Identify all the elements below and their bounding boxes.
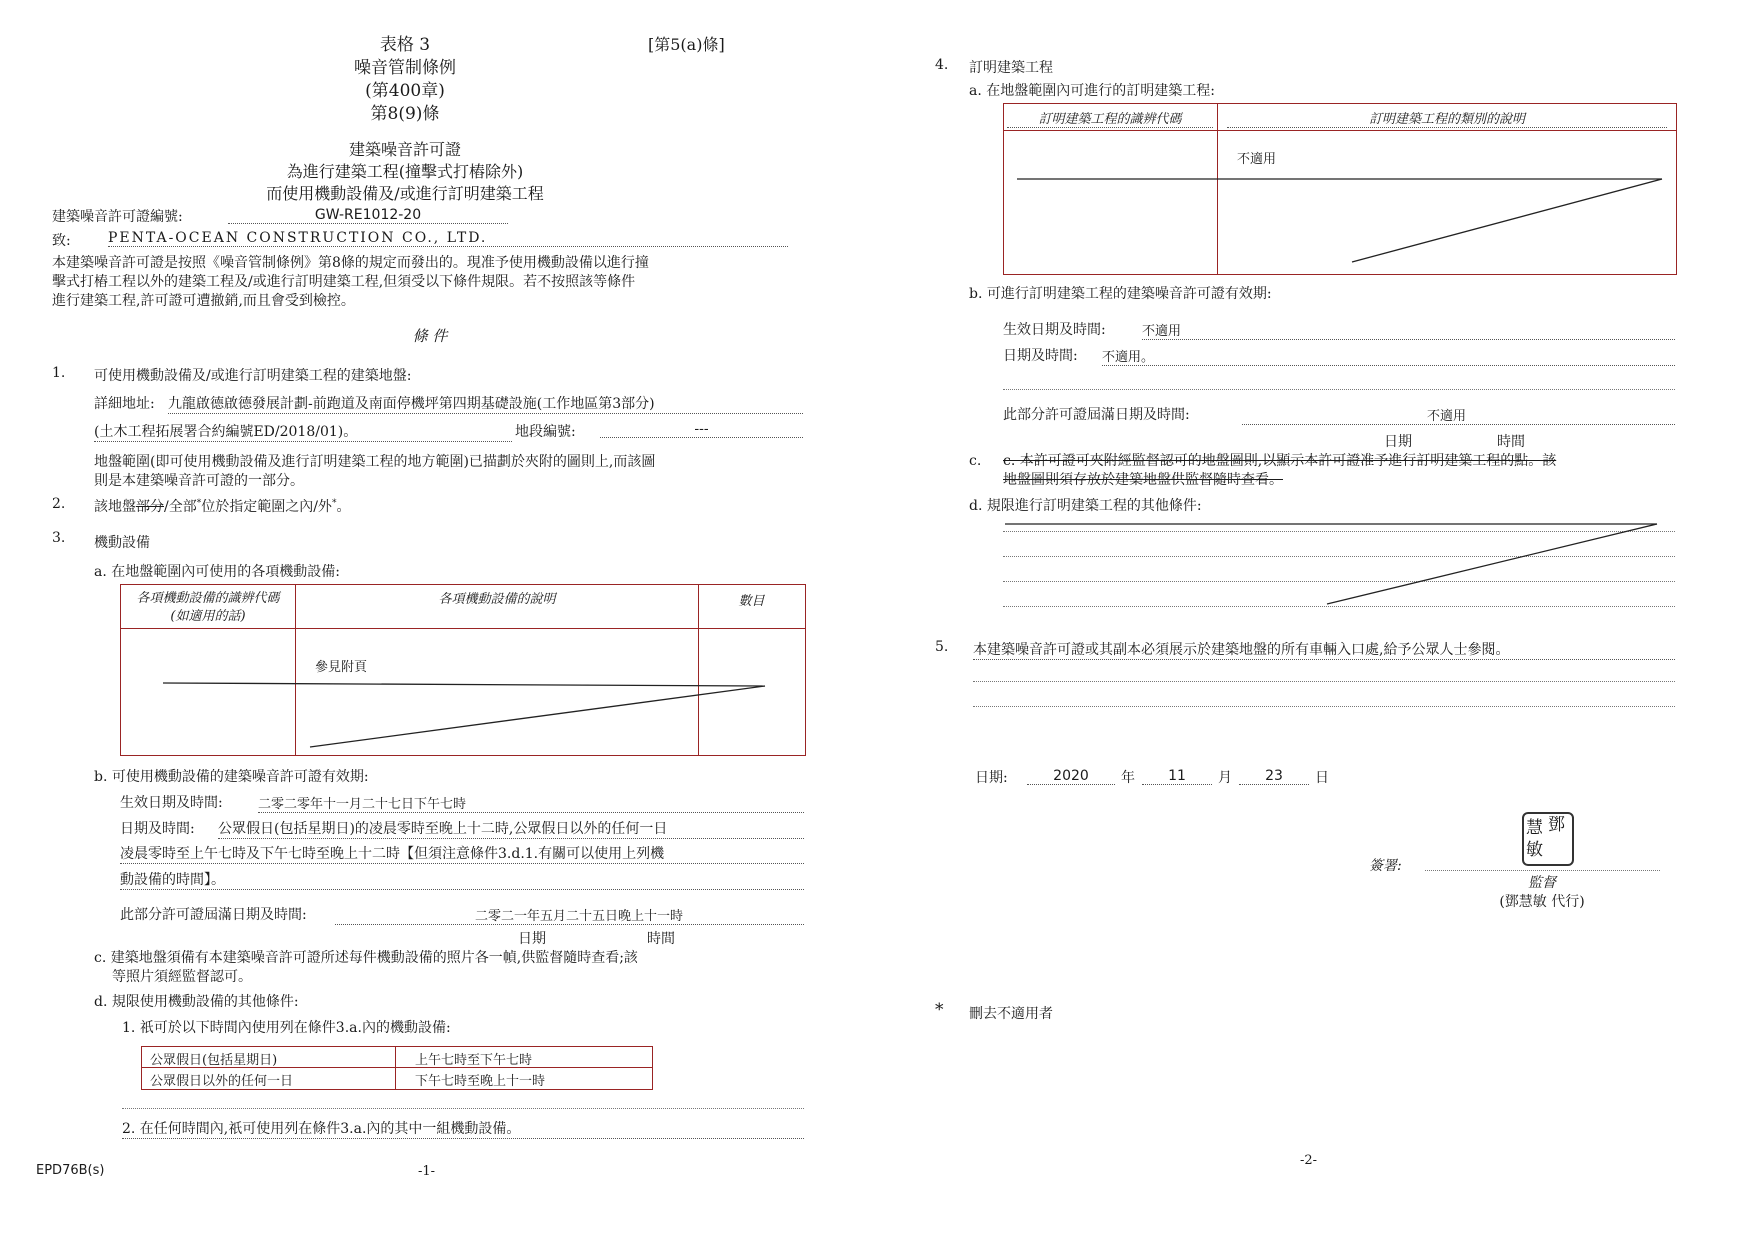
condition-3-title: 機動設備 — [94, 535, 150, 551]
condition-2-number: 2. — [52, 496, 66, 512]
addressee: PENTA-OCEAN CONSTRUCTION CO., LTD. — [108, 230, 788, 247]
page-2 — [877, 0, 1754, 1240]
pme-dates-line-3: 動設備的時間】。 — [120, 869, 804, 890]
page-number-2: -2- — [1300, 1153, 1318, 1168]
issue-date-day-unit: 日 — [1315, 770, 1329, 786]
pcw-dates-label: 日期及時間: — [1003, 348, 1078, 364]
site-note-line-2: 則是本建築噪音許可證的一部分。 — [94, 473, 304, 489]
pcw-expiry-time-caption: 時間 — [1497, 434, 1525, 450]
pcw-dates-value: 不適用。 — [1102, 346, 1675, 366]
intro-line-3: 進行建築工程,許可證可遭撤銷,而且會受到檢控。 — [52, 293, 355, 309]
issue-date-day: 23 — [1239, 768, 1309, 785]
form-code: EPD76B(s) — [36, 1163, 105, 1178]
condition-4d-label: d. 規限進行訂明建築工程的其他條件: — [969, 498, 1202, 514]
pme-expiry-date-caption: 日期 — [518, 931, 546, 947]
condition-3a-label: a. 在地盤範圍內可使用的各項機動設備: — [94, 564, 340, 580]
pme-expiry-time-caption: 時間 — [647, 931, 675, 947]
issue-date-label: 日期: — [975, 770, 1008, 786]
hours-row-1-hours: 上午七時至下午七時 — [415, 1053, 533, 1068]
permit-number: GW-RE1012-20 — [228, 207, 508, 224]
condition-4c-line-2: 地盤圖則須存放於建築地盤供監督隨時查看。 — [1003, 472, 1283, 488]
pcw-col-code-header: 訂明建築工程的識辨代碼 — [1007, 108, 1213, 128]
ordinance-title: 噪音管制條例 — [354, 58, 456, 78]
form-number: 表格 3 — [379, 35, 431, 55]
pme-dates-line-2: 凌晨零時至上午七時及下午七時至晚上十二時【但須注意條件3.d.1.有關可以使用上列機 — [120, 843, 804, 864]
pme-effective-label: 生效日期及時間: — [120, 795, 223, 811]
pcw-col-description-header: 訂明建築工程的類別的說明 — [1227, 108, 1667, 128]
intro-line-1: 本建築噪音許可證是按照《噪音管制條例》第8條的規定而發出的。現准予使用機動設備以進行撞 — [52, 255, 649, 271]
seal-character-3: 敏 — [1526, 840, 1543, 860]
condition-3d-label: d. 規限使用機動設備的其他條件: — [94, 994, 299, 1010]
hours-row-1-day: 公眾假日(包括星期日) — [150, 1053, 278, 1068]
page-number-1: -1- — [418, 1164, 436, 1179]
condition-4b-label: b. 可進行訂明建築工程的建築噪音許可證有效期: — [969, 286, 1272, 302]
condition-3d-blank-line — [122, 1108, 804, 1109]
lot-number-label: 地段編號: — [515, 424, 576, 440]
condition-1-text: 可使用機動設備及/或進行訂明建築工程的建築地盤: — [94, 368, 412, 384]
condition-5-blank-line-1 — [973, 681, 1675, 682]
pme-dates-line-1: 公眾假日(包括星期日)的凌晨零時至晚上十二時,公眾假日以外的任何一日 — [218, 818, 804, 839]
permit-number-label: 建築噪音許可證編號: — [52, 209, 183, 225]
pme-effective-value: 二零二零年十一月二十七日下午七時 — [258, 793, 804, 813]
condition-4d-strike-lines — [877, 0, 1754, 1240]
intro-line-2: 擊式打樁工程以外的建築工程及/或進行訂明建築工程,但須受以下條件規限。若不按照該等條件 — [52, 274, 636, 290]
condition-4c-line-1: c. c. 本許可證可夾附經監督認可的地盤圖則,以顯示本許可證准予進行訂明建築工程的點。該 — [969, 453, 1557, 469]
conditions-heading: 條 件 — [412, 327, 448, 345]
section-number: 第8(9)條 — [370, 104, 440, 124]
pme-expiry-value: 二零二一年五月二十五日晚上十一時 — [335, 905, 804, 925]
section-reference: [第5(a)條] — [648, 35, 725, 54]
pcw-expiry-label: 此部分許可證屆滿日期及時間: — [1003, 407, 1190, 423]
pme-col-code-header-note: (如適用的話) — [170, 609, 246, 624]
site-address-line-2: (土木工程拓展署合約編號ED/2018/01)。 — [94, 421, 512, 442]
permit-subtitle-2: 而使用機動設備及/或進行訂明建築工程 — [266, 184, 544, 203]
pcw-expiry-date-caption: 日期 — [1384, 434, 1412, 450]
condition-3d-1: 1. 祇可於以下時間內使用列在條件3.a.內的機動設備: — [122, 1020, 451, 1036]
condition-3b-label: b. 可使用機動設備的建築噪音許可證有效期: — [94, 769, 369, 785]
condition-4a-label: a. 在地盤範圍內可進行的訂明建築工程: — [969, 83, 1215, 99]
seal-character-1: 鄧 — [1548, 815, 1565, 835]
issue-date-month: 11 — [1142, 768, 1212, 785]
pme-expiry-label: 此部分許可證屆滿日期及時間: — [120, 907, 307, 923]
pcw-effective-label: 生效日期及時間: — [1003, 322, 1106, 338]
condition-3c-line-1: c. 建築地盤須備有本建築噪音許可證所述每件機動設備的照片各一幀,供監督隨時查看;該 — [94, 950, 638, 966]
permit-subtitle-1: 為進行建築工程(撞擊式打樁除外) — [286, 162, 524, 181]
condition-1-number: 1. — [52, 365, 66, 381]
issue-date-year: 2020 — [1027, 768, 1115, 785]
footnote-text: 刪去不適用者 — [969, 1006, 1053, 1022]
condition-5-blank-line-2 — [973, 706, 1675, 707]
signatory-title: 監督 — [1528, 875, 1556, 891]
condition-2-text: 該地盤部分/全部*位於指定範圍之內/外*。 — [94, 498, 351, 515]
pme-col-description-header: 各項機動設備的說明 — [438, 592, 556, 607]
issue-date-month-unit: 月 — [1218, 770, 1232, 786]
addressee-label: 致: — [52, 233, 71, 249]
condition-3c-line-2: 等照片須經監督認可。 — [112, 969, 252, 985]
issue-date-year-unit: 年 — [1121, 770, 1135, 786]
pcw-description-cell: 不適用 — [1237, 152, 1277, 167]
condition-3d-2: 2. 在任何時間內,祇可使用列在條件3.a.內的其中一組機動設備。 — [122, 1118, 804, 1139]
lot-number: --- — [600, 421, 803, 438]
pme-dates-label: 日期及時間: — [120, 821, 195, 837]
hours-row-2-day: 公眾假日以外的任何一日 — [150, 1074, 294, 1089]
pcw-expiry-value: 不適用 — [1242, 405, 1675, 425]
site-address-line-1: 九龍啟德啟德發展計劃-前跑道及南面停機坪第四期基礎設施(工作地區第3部分) — [168, 393, 803, 414]
seal-character-2: 慧 — [1526, 818, 1543, 838]
condition-5-number: 5. — [935, 639, 949, 655]
footnote-marker: * — [935, 1000, 944, 1020]
pme-description-cell: 參見附頁 — [315, 660, 368, 675]
site-address-label: 詳細地址: — [94, 396, 155, 412]
chapter-number: (第400章) — [365, 81, 445, 101]
hours-row-2-hours: 下午七時至晚上十一時 — [415, 1074, 546, 1089]
pme-col-quantity-header: 數目 — [738, 594, 765, 609]
condition-4c-line-1-text: c. 本許可證可夾附經監督認可的地盤圖則,以顯示本許可證准予進行訂明建築工程的點。該 — [1003, 453, 1557, 469]
official-seal — [1522, 812, 1574, 866]
signature-line — [1425, 870, 1660, 871]
pcw-effective-value: 不適用 — [1142, 320, 1675, 340]
signature-label: 簽署: — [1369, 858, 1402, 874]
permit-title: 建築噪音許可證 — [348, 140, 461, 159]
site-note-line-1: 地盤範圍(即可使用機動設備及進行訂明建築工程的地方範圍)已描劃於夾附的圖則上,而該圖 — [94, 454, 656, 470]
condition-5-text: 本建築噪音許可證或其副本必須展示於建築地盤的所有車輛入口處,給予公眾人士參閱。 — [973, 639, 1675, 660]
signatory-name: (鄧慧敏 代行) — [1499, 894, 1585, 910]
pme-col-code-header: 各項機動設備的識辨代碼 — [136, 591, 280, 606]
condition-3-number: 3. — [52, 530, 66, 546]
condition-4-title: 訂明建築工程 — [969, 60, 1053, 76]
condition-4-number: 4. — [935, 57, 949, 73]
